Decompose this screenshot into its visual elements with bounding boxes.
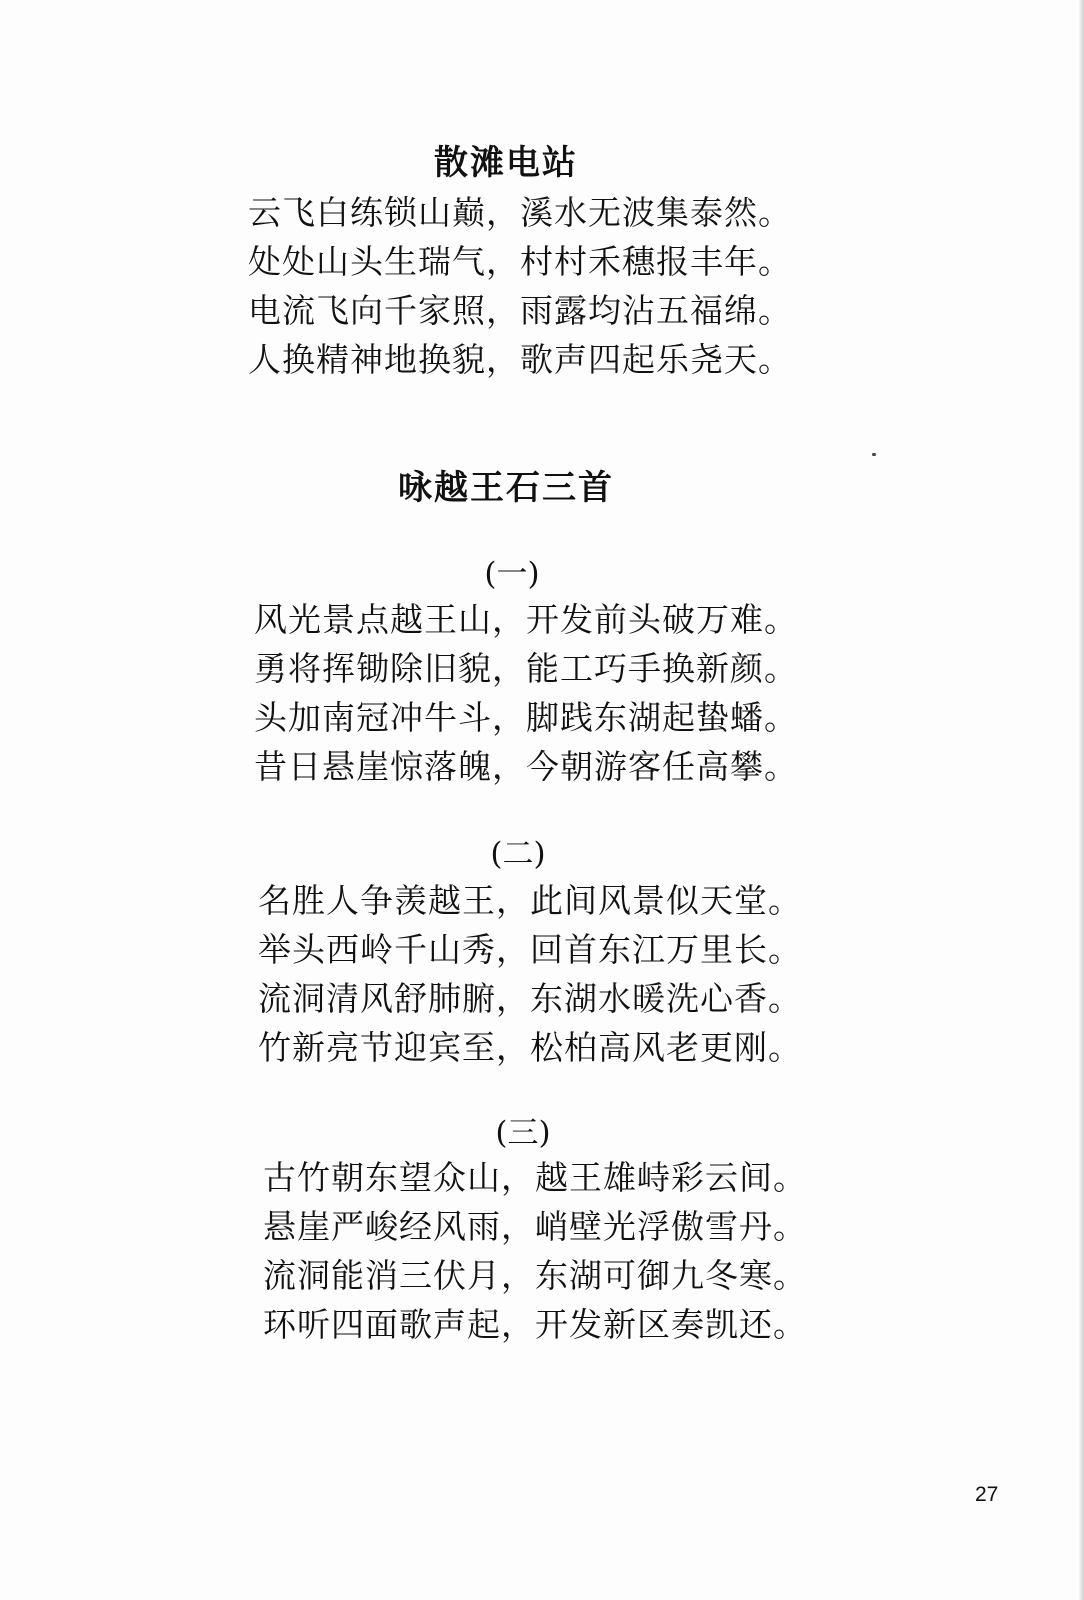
poem-santan-body — [248, 188, 792, 384]
poem-line: 昔日悬崖惊落魄，今朝游客任高攀。 — [254, 747, 798, 786]
poem-section-3-body — [263, 1153, 807, 1349]
poem-line: 风光景点越王山，开发前头破万难。 — [254, 600, 798, 639]
poem-line: 古竹朝东望众山，越王雄峙彩云间。 — [263, 1158, 807, 1197]
poem-title-yuewang: 咏越王石三首 — [398, 468, 614, 508]
poem-line: 悬崖严峻经风雨，峭壁光浮傲雪丹。 — [263, 1207, 807, 1246]
poem-line: 人换精神地换貌，歌声四起乐尧天。 — [248, 340, 792, 379]
poem-line: 勇将挥锄除旧貌，能工巧手换新颜。 — [254, 649, 798, 688]
poem-line: 流洞能消三伏月，东湖可御九冬寒。 — [263, 1256, 807, 1295]
page-number: 27 — [975, 1483, 999, 1506]
scan-speck — [872, 453, 876, 456]
section-label-1: (一) — [484, 556, 540, 592]
section-label-2: (二) — [490, 836, 546, 872]
section-label-3: (三) — [495, 1115, 551, 1151]
poem-line: 头加南冠冲牛斗，脚践东湖起蛰蟠。 — [254, 698, 798, 737]
poem-section-1-body — [254, 595, 798, 791]
poem-title-santan: 散滩电站 — [434, 143, 578, 183]
poem-line: 竹新亮节迎宾至，松柏高风老更刚。 — [258, 1028, 802, 1067]
poem-line: 举头西岭千山秀，回首东江万里长。 — [258, 930, 802, 969]
poem-line: 流洞清风舒肺腑，东湖水暖洗心香。 — [258, 979, 802, 1018]
poem-line: 电流飞向千家照，雨露均沾五福绵。 — [248, 291, 792, 330]
poem-line: 云飞白练锁山巅，溪水无波集泰然。 — [248, 193, 792, 232]
poem-line: 名胜人争羡越王，此间风景似天堂。 — [258, 881, 802, 920]
poem-section-2-body — [258, 876, 802, 1072]
poem-line: 环听四面歌声起，开发新区奏凯还。 — [263, 1305, 807, 1344]
poem-line: 处处山头生瑞气，村村禾穗报丰年。 — [248, 242, 792, 281]
page-edge-shadow — [1078, 0, 1084, 1600]
